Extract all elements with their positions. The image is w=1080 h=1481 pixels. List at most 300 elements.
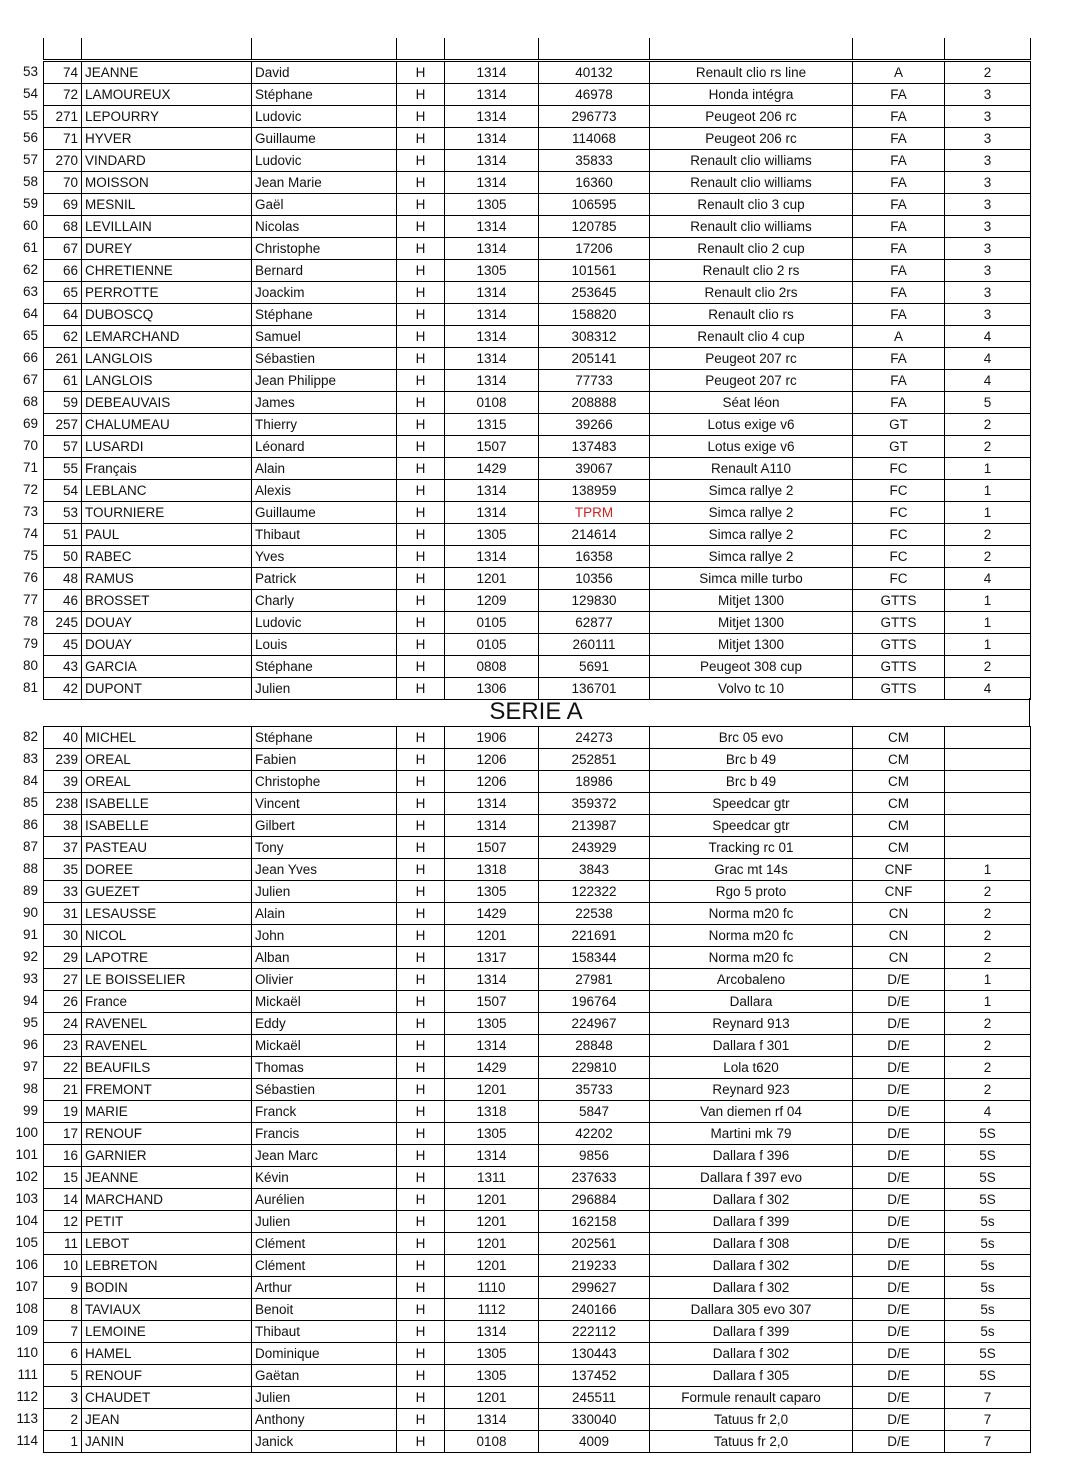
cell-class: FC	[853, 480, 945, 502]
cell-car: Speedcar gtr	[650, 793, 853, 815]
cell-licence: 253645	[539, 282, 650, 304]
cell-number: 16	[44, 1145, 82, 1167]
cell-first-name: John	[252, 925, 397, 947]
cell-code: 1314	[445, 1321, 539, 1343]
cell-car: Dallara f 302	[650, 1255, 853, 1277]
cell-class: FC	[853, 546, 945, 568]
cell-class: GTTS	[853, 656, 945, 678]
cell-class: FA	[853, 392, 945, 414]
cell-last-name: LESAUSSE	[82, 903, 252, 925]
cell-licence: TPRM	[539, 502, 650, 524]
cell-sex: H	[397, 947, 445, 969]
cell-first-name: Eddy	[252, 1013, 397, 1035]
cell-licence: 101561	[539, 260, 650, 282]
cell-sex: H	[397, 304, 445, 326]
cell-code: 1305	[445, 1365, 539, 1387]
cell-class: D/E	[853, 1189, 945, 1211]
cell-sex: H	[397, 458, 445, 480]
row-rank: 85	[22, 795, 38, 810]
row-rank: 77	[22, 592, 38, 607]
cell-group: 1	[945, 590, 1031, 612]
cell-number: 43	[44, 656, 82, 678]
cell-last-name: DUREY	[82, 238, 252, 260]
cell-car: Tatuus fr 2,0	[650, 1409, 853, 1431]
row-rank: 110	[16, 1345, 38, 1360]
stub-cell	[539, 38, 650, 60]
cell-licence: 42202	[539, 1123, 650, 1145]
cell-last-name: PERROTTE	[82, 282, 252, 304]
cell-last-name: DUBOSCQ	[82, 304, 252, 326]
cell-code: 1305	[445, 1123, 539, 1145]
cell-car: Renault clio 3 cup	[650, 194, 853, 216]
row-rank: 95	[22, 1015, 38, 1030]
table-row	[44, 568, 1031, 590]
cell-first-name: Fabien	[252, 749, 397, 771]
cell-car: Dallara f 302	[650, 1343, 853, 1365]
cell-class: D/E	[853, 1079, 945, 1101]
cell-code: 1314	[445, 815, 539, 837]
cell-group: 7	[945, 1409, 1031, 1431]
cell-last-name: BEAUFILS	[82, 1057, 252, 1079]
cell-licence: 39266	[539, 414, 650, 436]
cell-licence: 237633	[539, 1167, 650, 1189]
row-rank: 84	[22, 773, 38, 788]
row-rank: 63	[22, 284, 38, 299]
row-rank: 86	[22, 817, 38, 832]
cell-code: 1314	[445, 348, 539, 370]
table-row	[44, 925, 1031, 947]
row-rank: 105	[15, 1235, 38, 1250]
cell-code: 1507	[445, 436, 539, 458]
cell-code: 1429	[445, 1057, 539, 1079]
cell-last-name: LEBOT	[82, 1233, 252, 1255]
cell-licence: 196764	[539, 991, 650, 1013]
cell-first-name: Alain	[252, 458, 397, 480]
cell-licence: 137483	[539, 436, 650, 458]
row-rank: 66	[22, 350, 38, 365]
cell-number: 35	[44, 859, 82, 881]
cell-class: D/E	[853, 1145, 945, 1167]
cell-group	[945, 793, 1031, 815]
cell-first-name: Kévin	[252, 1167, 397, 1189]
cell-class: FA	[853, 106, 945, 128]
cell-class: D/E	[853, 1387, 945, 1409]
cell-sex: H	[397, 837, 445, 859]
cell-group: 1	[945, 991, 1031, 1013]
row-rank: 65	[22, 328, 38, 343]
cell-sex: H	[397, 62, 445, 84]
cell-sex: H	[397, 1431, 445, 1453]
section-title: SERIE A	[43, 698, 1030, 726]
table-row	[44, 749, 1031, 771]
cell-class: FA	[853, 128, 945, 150]
cell-sex: H	[397, 749, 445, 771]
cell-group: 5S	[945, 1145, 1031, 1167]
cell-code: 1314	[445, 793, 539, 815]
row-rank: 59	[22, 196, 38, 211]
cell-number: 14	[44, 1189, 82, 1211]
table-row	[44, 546, 1031, 568]
cell-last-name: DUPONT	[82, 678, 252, 700]
table-row	[44, 414, 1031, 436]
cell-first-name: Ludovic	[252, 150, 397, 172]
row-rank: 69	[22, 416, 38, 431]
cell-group: 3	[945, 216, 1031, 238]
cell-first-name: Alexis	[252, 480, 397, 502]
cell-last-name: BROSSET	[82, 590, 252, 612]
cell-licence: 4009	[539, 1431, 650, 1453]
cell-sex: H	[397, 1145, 445, 1167]
cell-car: Dallara f 397 evo	[650, 1167, 853, 1189]
cell-number: 48	[44, 568, 82, 590]
table-row	[44, 947, 1031, 969]
cell-sex: H	[397, 128, 445, 150]
cell-class: FC	[853, 524, 945, 546]
cell-group: 5S	[945, 1189, 1031, 1211]
cell-class: CM	[853, 793, 945, 815]
cell-sex: H	[397, 991, 445, 1013]
cell-car: Volvo tc 10	[650, 678, 853, 700]
cell-group: 3	[945, 150, 1031, 172]
cell-group: 4	[945, 326, 1031, 348]
cell-car: Van diemen rf 04	[650, 1101, 853, 1123]
table-row	[44, 84, 1031, 106]
row-rank: 102	[15, 1169, 38, 1184]
cell-last-name: VINDARD	[82, 150, 252, 172]
cell-group	[945, 771, 1031, 793]
cell-last-name: ISABELLE	[82, 815, 252, 837]
cell-first-name: Sébastien	[252, 1079, 397, 1101]
cell-sex: H	[397, 370, 445, 392]
cell-car: Dallara f 302	[650, 1277, 853, 1299]
cell-number: 61	[44, 370, 82, 392]
row-rank: 106	[15, 1257, 38, 1272]
cell-sex: H	[397, 1343, 445, 1365]
cell-first-name: Jean Yves	[252, 859, 397, 881]
cell-number: 19	[44, 1101, 82, 1123]
cell-licence: 27981	[539, 969, 650, 991]
row-rank: 103	[15, 1191, 38, 1206]
cell-last-name: OREAL	[82, 771, 252, 793]
cell-licence: 137452	[539, 1365, 650, 1387]
cell-sex: H	[397, 1387, 445, 1409]
results-table-bottom	[43, 726, 1031, 1453]
cell-class: D/E	[853, 1211, 945, 1233]
cell-code: 1317	[445, 947, 539, 969]
cell-first-name: Thibaut	[252, 524, 397, 546]
cell-group	[945, 837, 1031, 859]
table-row	[44, 590, 1031, 612]
cell-last-name: DEBEAUVAIS	[82, 392, 252, 414]
cell-first-name: Bernard	[252, 260, 397, 282]
cell-number: 65	[44, 282, 82, 304]
cell-licence: 252851	[539, 749, 650, 771]
cell-number: 261	[44, 348, 82, 370]
cell-class: D/E	[853, 1321, 945, 1343]
table-row	[44, 194, 1031, 216]
cell-last-name: JANIN	[82, 1431, 252, 1453]
cell-group	[945, 727, 1031, 749]
cell-code: 1315	[445, 414, 539, 436]
cell-car: Renault clio 4 cup	[650, 326, 853, 348]
cell-licence: 240166	[539, 1299, 650, 1321]
cell-car: Dallara f 396	[650, 1145, 853, 1167]
cell-first-name: Stéphane	[252, 727, 397, 749]
cell-number: 5	[44, 1365, 82, 1387]
cell-class: FA	[853, 216, 945, 238]
cell-car: Renault clio williams	[650, 216, 853, 238]
row-rank: 71	[22, 460, 38, 475]
cell-code: 1314	[445, 1035, 539, 1057]
cell-sex: H	[397, 634, 445, 656]
row-rank: 73	[22, 504, 38, 519]
table-row	[44, 837, 1031, 859]
cell-first-name: Clément	[252, 1233, 397, 1255]
cell-licence: 17206	[539, 238, 650, 260]
row-rank: 108	[15, 1301, 38, 1316]
row-rank: 100	[15, 1125, 38, 1140]
row-rank: 78	[22, 614, 38, 629]
row-rank: 113	[16, 1411, 38, 1426]
cell-number: 245	[44, 612, 82, 634]
cell-group: 5s	[945, 1211, 1031, 1233]
cell-last-name: RAVENEL	[82, 1013, 252, 1035]
table-row	[44, 150, 1031, 172]
cell-code: 1201	[445, 1387, 539, 1409]
cell-code: 1906	[445, 727, 539, 749]
cell-number: 1	[44, 1431, 82, 1453]
row-rank: 83	[22, 751, 38, 766]
stub-cell	[650, 38, 853, 60]
cell-car: Norma m20 fc	[650, 925, 853, 947]
cell-car: Dallara	[650, 991, 853, 1013]
table-row	[44, 304, 1031, 326]
cell-class: D/E	[853, 1035, 945, 1057]
cell-sex: H	[397, 1167, 445, 1189]
row-rank: 76	[22, 570, 38, 585]
table-row	[44, 991, 1031, 1013]
cell-class: CM	[853, 837, 945, 859]
cell-class: GT	[853, 414, 945, 436]
cell-number: 64	[44, 304, 82, 326]
cell-car: Grac mt 14s	[650, 859, 853, 881]
cell-licence: 130443	[539, 1343, 650, 1365]
cell-first-name: Julien	[252, 1211, 397, 1233]
cell-code: 0108	[445, 392, 539, 414]
table-row	[44, 502, 1031, 524]
table-row	[44, 969, 1031, 991]
cell-code: 1318	[445, 1101, 539, 1123]
cell-class: CN	[853, 925, 945, 947]
cell-first-name: Tony	[252, 837, 397, 859]
cell-number: 29	[44, 947, 82, 969]
cell-sex: H	[397, 903, 445, 925]
cell-group: 3	[945, 260, 1031, 282]
cell-sex: H	[397, 793, 445, 815]
cell-sex: H	[397, 172, 445, 194]
cell-group: 4	[945, 678, 1031, 700]
cell-car: Peugeot 206 rc	[650, 128, 853, 150]
cell-class: D/E	[853, 1101, 945, 1123]
cell-group: 3	[945, 128, 1031, 150]
cell-car: Peugeot 207 rc	[650, 370, 853, 392]
cell-group: 3	[945, 106, 1031, 128]
cell-first-name: Samuel	[252, 326, 397, 348]
table-row	[44, 1431, 1031, 1453]
cell-class: D/E	[853, 1057, 945, 1079]
cell-licence: 222112	[539, 1321, 650, 1343]
cell-last-name: NICOL	[82, 925, 252, 947]
cell-sex: H	[397, 480, 445, 502]
cell-number: 2	[44, 1409, 82, 1431]
cell-sex: H	[397, 414, 445, 436]
cell-class: FA	[853, 304, 945, 326]
cell-first-name: Yves	[252, 546, 397, 568]
cell-car: Renault clio 2 cup	[650, 238, 853, 260]
cell-last-name: OREAL	[82, 749, 252, 771]
cell-licence: 308312	[539, 326, 650, 348]
cell-code: 1112	[445, 1299, 539, 1321]
cell-last-name: LEVILLAIN	[82, 216, 252, 238]
cell-class: CNF	[853, 881, 945, 903]
cell-number: 238	[44, 793, 82, 815]
cell-class: CM	[853, 749, 945, 771]
cell-number: 62	[44, 326, 82, 348]
cell-licence: 158820	[539, 304, 650, 326]
cell-number: 67	[44, 238, 82, 260]
table-row	[44, 128, 1031, 150]
cell-number: 70	[44, 172, 82, 194]
cell-last-name: LEBRETON	[82, 1255, 252, 1277]
cell-first-name: Louis	[252, 634, 397, 656]
cell-licence: 260111	[539, 634, 650, 656]
cell-car: Brc b 49	[650, 749, 853, 771]
stub-cell	[397, 38, 445, 60]
cell-number: 39	[44, 771, 82, 793]
cell-last-name: PETIT	[82, 1211, 252, 1233]
cell-licence: 158344	[539, 947, 650, 969]
cell-code: 0105	[445, 634, 539, 656]
cell-class: FA	[853, 260, 945, 282]
cell-car: Martini mk 79	[650, 1123, 853, 1145]
cell-number: 12	[44, 1211, 82, 1233]
cell-car: Dallara f 308	[650, 1233, 853, 1255]
cell-code: 1305	[445, 194, 539, 216]
cell-licence: 299627	[539, 1277, 650, 1299]
cell-last-name: Français	[82, 458, 252, 480]
row-rank: 60	[22, 218, 38, 233]
row-rank: 99	[22, 1103, 38, 1118]
cell-licence: 138959	[539, 480, 650, 502]
table-row	[44, 480, 1031, 502]
cell-last-name: LE BOISSELIER	[82, 969, 252, 991]
cell-code: 1206	[445, 771, 539, 793]
cell-number: 22	[44, 1057, 82, 1079]
cell-last-name: GARNIER	[82, 1145, 252, 1167]
cell-group: 4	[945, 1101, 1031, 1123]
row-rank: 94	[22, 993, 38, 1008]
cell-licence: 16360	[539, 172, 650, 194]
cell-car: Renault clio williams	[650, 172, 853, 194]
cell-car: Tatuus fr 2,0	[650, 1431, 853, 1453]
cell-last-name: CHAUDET	[82, 1387, 252, 1409]
cell-last-name: RENOUF	[82, 1123, 252, 1145]
cell-last-name: DOREE	[82, 859, 252, 881]
cell-code: 1507	[445, 837, 539, 859]
cell-licence: 22538	[539, 903, 650, 925]
table-row	[44, 392, 1031, 414]
cell-sex: H	[397, 84, 445, 106]
cell-number: 42	[44, 678, 82, 700]
cell-code: 1314	[445, 128, 539, 150]
table-row	[44, 106, 1031, 128]
cell-sex: H	[397, 436, 445, 458]
row-rank: 88	[22, 861, 38, 876]
cell-car: Simca mille turbo	[650, 568, 853, 590]
row-rank: 104	[15, 1213, 38, 1228]
cell-last-name: PASTEAU	[82, 837, 252, 859]
cell-group: 2	[945, 903, 1031, 925]
cell-last-name: LAMOUREUX	[82, 84, 252, 106]
cell-car: Peugeot 308 cup	[650, 656, 853, 678]
cell-first-name: Léonard	[252, 436, 397, 458]
cell-last-name: BODIN	[82, 1277, 252, 1299]
cell-sex: H	[397, 502, 445, 524]
cell-last-name: ISABELLE	[82, 793, 252, 815]
stub-cell	[44, 38, 82, 60]
cell-class: CM	[853, 727, 945, 749]
cell-number: 6	[44, 1343, 82, 1365]
cell-licence: 35833	[539, 150, 650, 172]
cell-number: 21	[44, 1079, 82, 1101]
cell-code: 1201	[445, 925, 539, 947]
cell-car: Tracking rc 01	[650, 837, 853, 859]
cell-number: 33	[44, 881, 82, 903]
cell-car: Renault clio 2 rs	[650, 260, 853, 282]
cell-licence: 77733	[539, 370, 650, 392]
cell-last-name: RENOUF	[82, 1365, 252, 1387]
cell-first-name: Stéphane	[252, 304, 397, 326]
cell-class: D/E	[853, 1365, 945, 1387]
cell-class: A	[853, 326, 945, 348]
cell-group: 5s	[945, 1299, 1031, 1321]
table-row	[44, 612, 1031, 634]
cell-licence: 62877	[539, 612, 650, 634]
row-rank: 68	[22, 394, 38, 409]
cell-first-name: Guillaume	[252, 502, 397, 524]
cell-code: 1209	[445, 590, 539, 612]
cell-class: D/E	[853, 1255, 945, 1277]
cell-class: FA	[853, 238, 945, 260]
cell-last-name: MICHEL	[82, 727, 252, 749]
cell-licence: 129830	[539, 590, 650, 612]
cell-first-name: David	[252, 62, 397, 84]
cell-last-name: TAVIAUX	[82, 1299, 252, 1321]
cell-sex: H	[397, 727, 445, 749]
cell-last-name: LUSARDI	[82, 436, 252, 458]
cell-first-name: Arthur	[252, 1277, 397, 1299]
cell-sex: H	[397, 771, 445, 793]
cell-last-name: LEPOURRY	[82, 106, 252, 128]
cell-last-name: RAMUS	[82, 568, 252, 590]
cell-first-name: Ludovic	[252, 612, 397, 634]
cell-licence: 46978	[539, 84, 650, 106]
cell-group: 4	[945, 568, 1031, 590]
cell-car: Dallara 305 evo 307	[650, 1299, 853, 1321]
cell-group: 1	[945, 859, 1031, 881]
table-row	[44, 1057, 1031, 1079]
cell-first-name: Charly	[252, 590, 397, 612]
